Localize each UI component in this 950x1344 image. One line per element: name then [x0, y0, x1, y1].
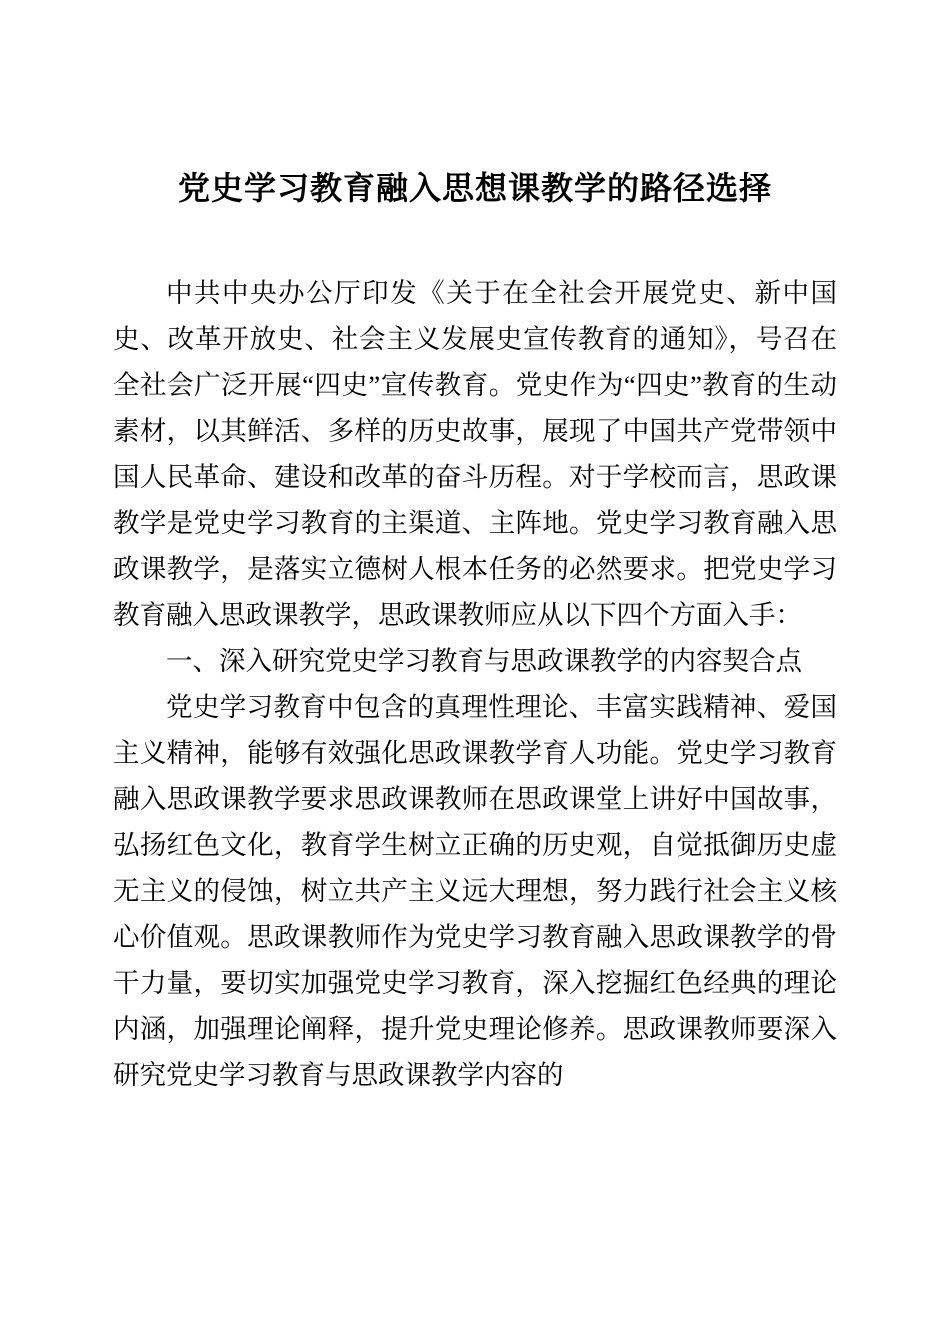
page-title: 党史学习教育融入思想课教学的路径选择 [177, 170, 772, 206]
paragraph-intro: 中共中央办公厅印发《关于在全社会开展党史、新中国史、改革开放史、社会主义发展史宣传教育的通知》，号召在全社会广泛开展“四史”宣传教育。党史作为“四史”教育的生动素材，以其鲜活、多样的历史故事，展现了中国共产党带领中国人民革命、建设和改革的奋斗历程。对于学校而言，思政课教学是党史学习教育的主渠道、主阵地。党史学习教育融入思政课教学，是落实立德树人根本任务的必然要求。把党史学习教育融入思政课教学，思政课教师应从以下四个方面入手： [113, 277, 837, 630]
paragraph-heading-one: 一、深入研究党史学习教育与思政课教学的内容契合点 [166, 645, 802, 676]
paragraph-section-one-body: 党史学习教育中包含的真理性理论、丰富实践精神、爱国主义精神，能够有效强化思政课教学育人功能。党史学习教育融入思政课教学要求思政课教师在思政课堂上讲好中国故事，弘扬红色文化，教育学生树立正确的历史观，自觉抵御历史虚无主义的侵蚀，树立共产主义远大理想，努力践行社会主义核心价值观。思政课教师作为党史学习教育融入思政课教学的骨干力量，要切实加强党史学习教育，深入挖掘红色经典的理论内涵，加强理论阐释，提升党史理论修养。思政课教师要深入研究党史学习教育与思政课教学内容的 [113, 691, 837, 1090]
document-body [113, 270, 837, 1098]
